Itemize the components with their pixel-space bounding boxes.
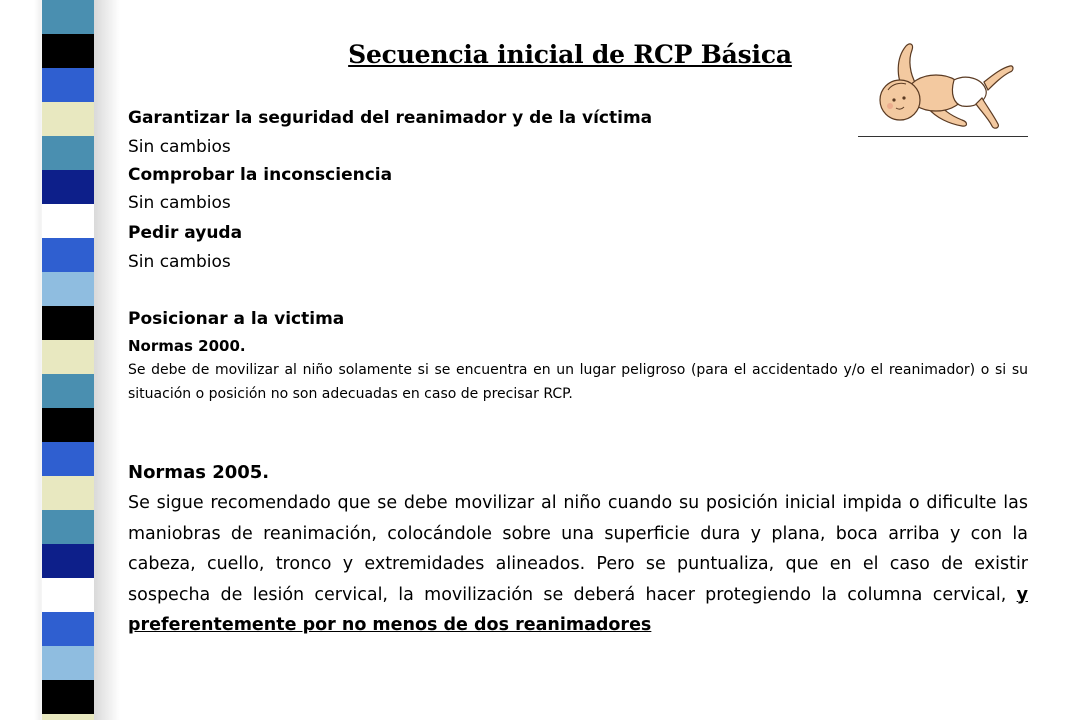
norms-2000-label: Normas 2000. <box>128 337 246 355</box>
stripe-block <box>42 272 94 306</box>
stripe-block <box>42 34 94 68</box>
stripe-block <box>42 0 94 34</box>
stripe-block <box>42 306 94 340</box>
stripe-block <box>42 612 94 646</box>
step-note-unconsciousness: Sin cambios <box>128 193 231 213</box>
page-title: Secuencia inicial de RCP Básica <box>348 40 792 69</box>
stripe-block <box>42 714 94 720</box>
norms-2000-text: Se debe de movilizar al niño solamente si se encuentra en un lugar peligroso (para el accidentado y/o el reanimador) o si su situación o posición no son adecuadas en caso de precisar RCP. <box>128 362 1028 402</box>
stripe-block <box>42 476 94 510</box>
stripe-block <box>42 408 94 442</box>
stripe-block <box>42 374 94 408</box>
illustration-underline <box>858 136 1028 137</box>
stripe-block <box>42 510 94 544</box>
stripe-block <box>42 544 94 578</box>
stripe-block <box>42 102 94 136</box>
stripe-block <box>42 68 94 102</box>
stripe-block <box>42 136 94 170</box>
step-note-help: Sin cambios <box>128 252 231 272</box>
stripe-block <box>42 204 94 238</box>
step-heading-help: Pedir ayuda <box>128 223 243 243</box>
norms-2005-paragraph <box>128 488 1028 641</box>
section-heading-position: Posicionar a la victima <box>128 309 345 329</box>
step-note-safety: Sin cambios <box>128 137 231 157</box>
step-heading-unconsciousness: Comprobar la inconsciencia <box>128 165 393 185</box>
stripe-block <box>42 442 94 476</box>
stripe-block <box>42 680 94 714</box>
step-heading-safety: Garantizar la seguridad del reanimador y de la víctima <box>128 108 653 128</box>
norms-2005-emphasis: y preferentemente por no menos de dos reanimadores <box>128 584 1028 635</box>
stripe-block <box>42 340 94 374</box>
norms-2005-label: Normas 2005. <box>128 462 270 483</box>
stripe-block <box>42 238 94 272</box>
stripe-shadow <box>94 0 120 720</box>
stripe-block <box>42 578 94 612</box>
stripe-block <box>42 170 94 204</box>
baby-illustration <box>866 38 1016 134</box>
stripe-block <box>42 646 94 680</box>
left-color-stripes <box>42 0 94 720</box>
norms-2005-text: Se sigue recomendado que se debe movilizar al niño cuando su posición inicial impida o dificulte las maniobras de reanimación, colocándole sobre una superficie dura y plana, boca arriba y con la cabeza, cuello, tronco y extremidades alineados. Pero se puntualiza, que en el caso de existir sospecha de lesión cervical, la movilización se deberá hacer protegiendo la columna cervical, <box>128 493 1028 605</box>
